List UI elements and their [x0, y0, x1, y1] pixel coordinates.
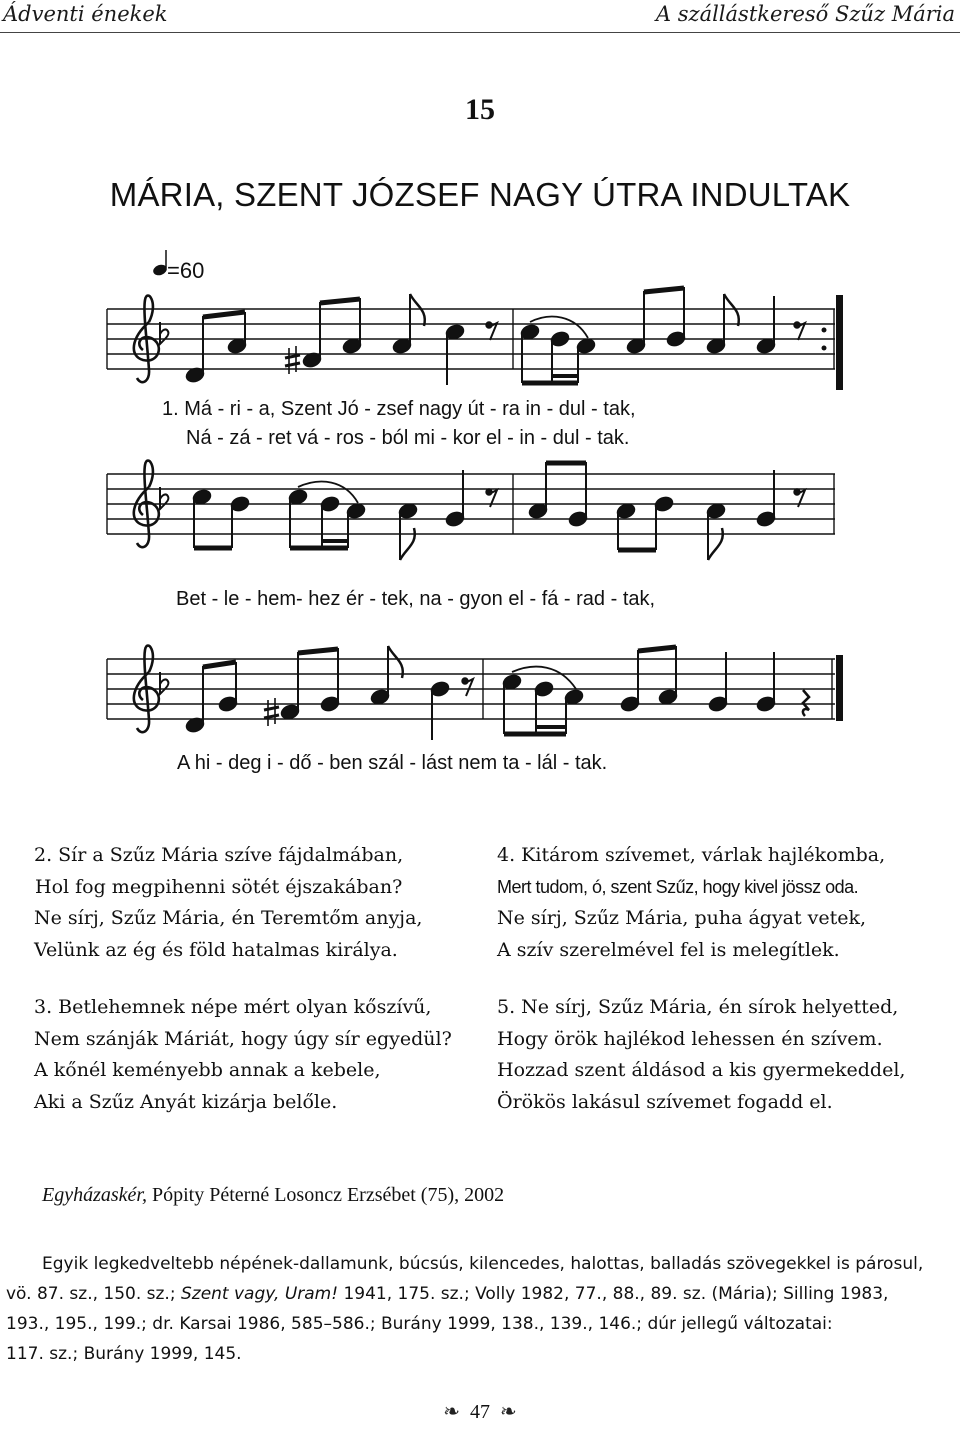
running-header-right: A szállástkereső Szűz Mária [655, 2, 955, 26]
source-place: Egyházaskér, [42, 1184, 147, 1206]
page-number: 47 [470, 1401, 490, 1423]
stanza-line: A szív szerelmével fel is melegítlek. [497, 938, 840, 961]
notes-text: vö. 87. sz., 150. sz.; [6, 1284, 181, 1304]
notes-text: 1941, 175. sz.; Volly 1982, 77., 88., 89. sz. (Mária); Silling 1983, [338, 1284, 889, 1304]
stanza-line: Aki a Szűz Anyát kizárja belőle. [34, 1090, 338, 1113]
stanza-5 [497, 992, 905, 1118]
running-header-left: Ádventi énekek [3, 2, 168, 26]
stanza-4 [497, 840, 885, 966]
stanza-line: 5. Ne sírj, Szűz Mária, én sírok helyetted, [497, 996, 899, 1018]
notes-line: Egyik legkedveltebb népének-dallamunk, búcsús, kilencedes, halottas, balladás szövegekkel is párosul, [42, 1254, 924, 1274]
stanza-line: Velünk az ég és föld hatalmas királya. [34, 938, 398, 961]
lyrics-line-3: A hi - deg i - dő - ben szál - lást nem ta - lál - tak. [177, 752, 608, 774]
stanza-line: Örökös lakásul szívemet fogadd el. [497, 1090, 833, 1113]
stanza-line: A kőnél keményebb annak a kebele, [34, 1059, 381, 1081]
notes-line: 117. sz.; Burány 1999, 145. [6, 1344, 242, 1364]
song-number: 15 [465, 93, 495, 126]
stanza-line: Nem szánják Máriát, hogy úgy sír egyedül? [34, 1027, 452, 1050]
stanza-line: Ne sírj, Szűz Mária, én Teremtőm anyja, [34, 907, 423, 929]
stanza-3 [34, 992, 452, 1118]
staff-line-3 [107, 646, 843, 740]
stanza-line: Mert tudom, ó, szent Szűz, hogy kivel jössz oda. [497, 876, 859, 897]
lyrics-line-2: Bet - le - hem- hez ér - tek, na - gyon el - fá - rad - tak, [176, 588, 656, 610]
stanza-line: Hogy örök hajlékod lehessen én szívem. [497, 1027, 883, 1050]
staff-line-1 [107, 250, 843, 390]
notes-title-ref: Szent vagy, Uram! [180, 1284, 339, 1304]
source-attribution [42, 1184, 504, 1207]
staff-line-2 [107, 461, 835, 560]
leaf-ornament-icon: ❧ [500, 1401, 517, 1423]
lyrics-line-1a: 1. Má - ri - a, Szent Jó - zsef nagy út - ra in - dul - tak, [162, 398, 636, 420]
commentary-notes [6, 1249, 951, 1369]
notes-line: 193., 195., 199.; dr. Karsai 1986, 585–586.; Burány 1999, 138., 139., 146.; dúr jellegű változatai: [6, 1314, 833, 1334]
stanza-line: 4. Kitárom szívemet, várlak hajlékomba, [497, 844, 886, 866]
stanza-line: Hol fog megpihenni sötét éjszakában? [35, 875, 403, 898]
stanza-line: 2. Sír a Szűz Mária szíve fájdalmában, [34, 844, 404, 866]
source-informant: Pópity Péterné Losoncz Erzsébet (75), 2002 [146, 1184, 505, 1206]
leaf-ornament-icon: ❧ [443, 1401, 460, 1423]
notes-line [6, 1279, 951, 1309]
stanza-line: 3. Betlehemnek népe mért olyan kőszívű, [34, 996, 432, 1018]
page-footer [0, 1399, 960, 1424]
stanza-line: Hozzad szent áldásod a kis gyermekeddel, [497, 1059, 906, 1081]
stanza-2 [34, 840, 422, 966]
stanza-line: Ne sírj, Szűz Mária, puha ágyat vetek, [497, 907, 867, 929]
tempo-marking: =60 [167, 258, 205, 283]
song-title: MÁRIA, SZENT JÓZSEF NAGY ÚTRA INDULTAK [109, 176, 851, 213]
lyrics-line-1b: Ná - zá - ret vá - ros - ból mi - kor el - in - dul - tak. [186, 427, 630, 449]
